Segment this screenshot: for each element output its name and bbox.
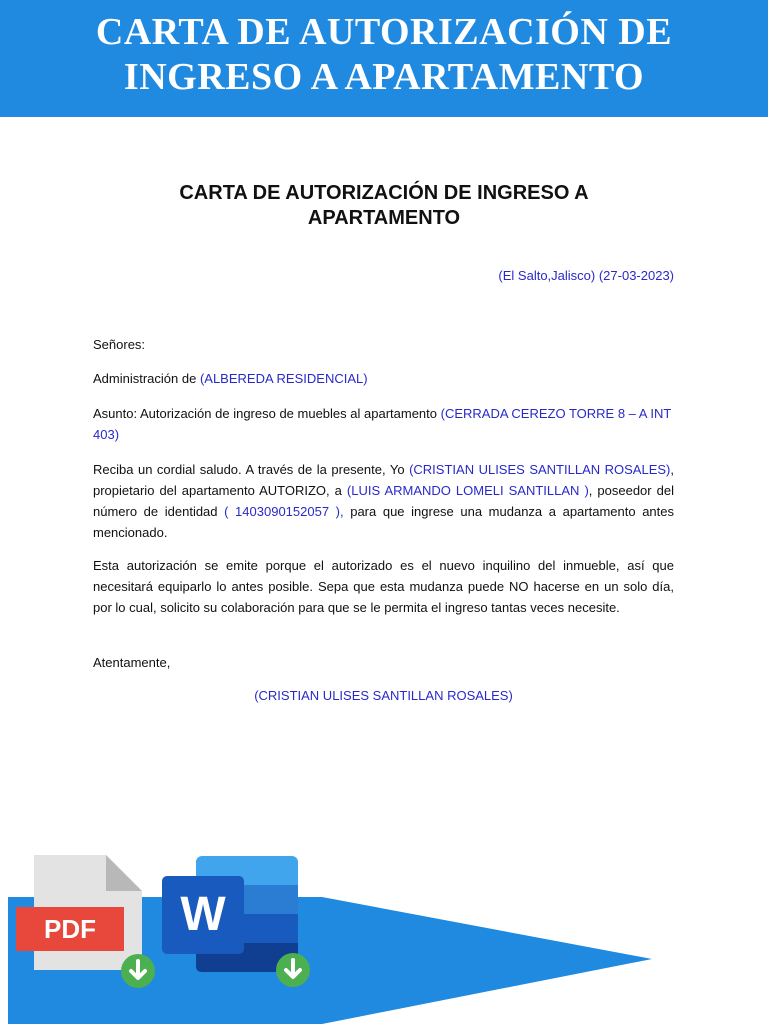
banner-title xyxy=(0,10,768,100)
id-number: ( 1403090152057 ), xyxy=(224,504,344,519)
admin-prefix: Administración de xyxy=(93,371,200,386)
signature: (CRISTIAN ULISES SANTILLAN ROSALES) xyxy=(254,688,513,703)
word-download-button[interactable] xyxy=(160,854,315,989)
download-arrow-icon xyxy=(120,953,156,989)
authorization-paragraph xyxy=(93,459,674,543)
word-label: W xyxy=(180,888,226,941)
authorized-name: (LUIS ARMANDO LOMELI SANTILLAN ) xyxy=(346,483,589,498)
p1-b: , propietario del apartamento AUTORIZO, a xyxy=(93,462,675,498)
closing: Atentamente, xyxy=(93,655,171,670)
subject-apartment: (CERRADA CEREZO TORRE 8 – A INT 403) xyxy=(93,406,672,442)
banner-title-line1: CARTA DE AUTORIZACIÓN DE xyxy=(95,11,673,53)
admin-name: (ALBEREDA RESIDENCIAL) xyxy=(199,371,368,386)
subject-line xyxy=(93,403,674,445)
p1-a: Reciba un cordial saludo. A través de la presente, Yo xyxy=(93,462,410,477)
reason-paragraph: Esta autorización se emite porque el autorizado es el nuevo inquilino del inmueble, así que necesitará equiparlo lo antes posible. Sepa que esta mudanza puede NO hacerse en un solo día, por lo cual, solicito su colaboración para que se le permita el ingreso tantas veces necesite. xyxy=(93,558,674,615)
p1-c: , poseedor del número de identidad xyxy=(93,483,674,519)
administration-line xyxy=(93,368,674,389)
pdf-download-button[interactable] xyxy=(14,853,154,988)
banner-title-line2: INGRESO A APARTAMENTO xyxy=(123,56,645,98)
pdf-label: PDF xyxy=(44,914,96,944)
p1-d: para que ingrese una mudanza a apartamento antes mencionado. xyxy=(93,504,674,540)
owner-name: (CRISTIAN ULISES SANTILLAN ROSALES) xyxy=(409,462,671,477)
salutation: Señores: xyxy=(93,337,146,352)
document-title-line1: CARTA DE AUTORIZACIÓN DE INGRESO A xyxy=(179,182,589,204)
subject-prefix: Asunto: Autorización de ingreso de muebles al apartamento xyxy=(93,406,441,421)
document-title-line2: APARTAMENTO xyxy=(307,207,461,229)
place-date: (El Salto,Jalisco) (27-03-2023) xyxy=(498,268,674,283)
document-title xyxy=(120,181,648,231)
download-arrow-icon xyxy=(275,952,311,988)
header-banner xyxy=(0,0,768,117)
